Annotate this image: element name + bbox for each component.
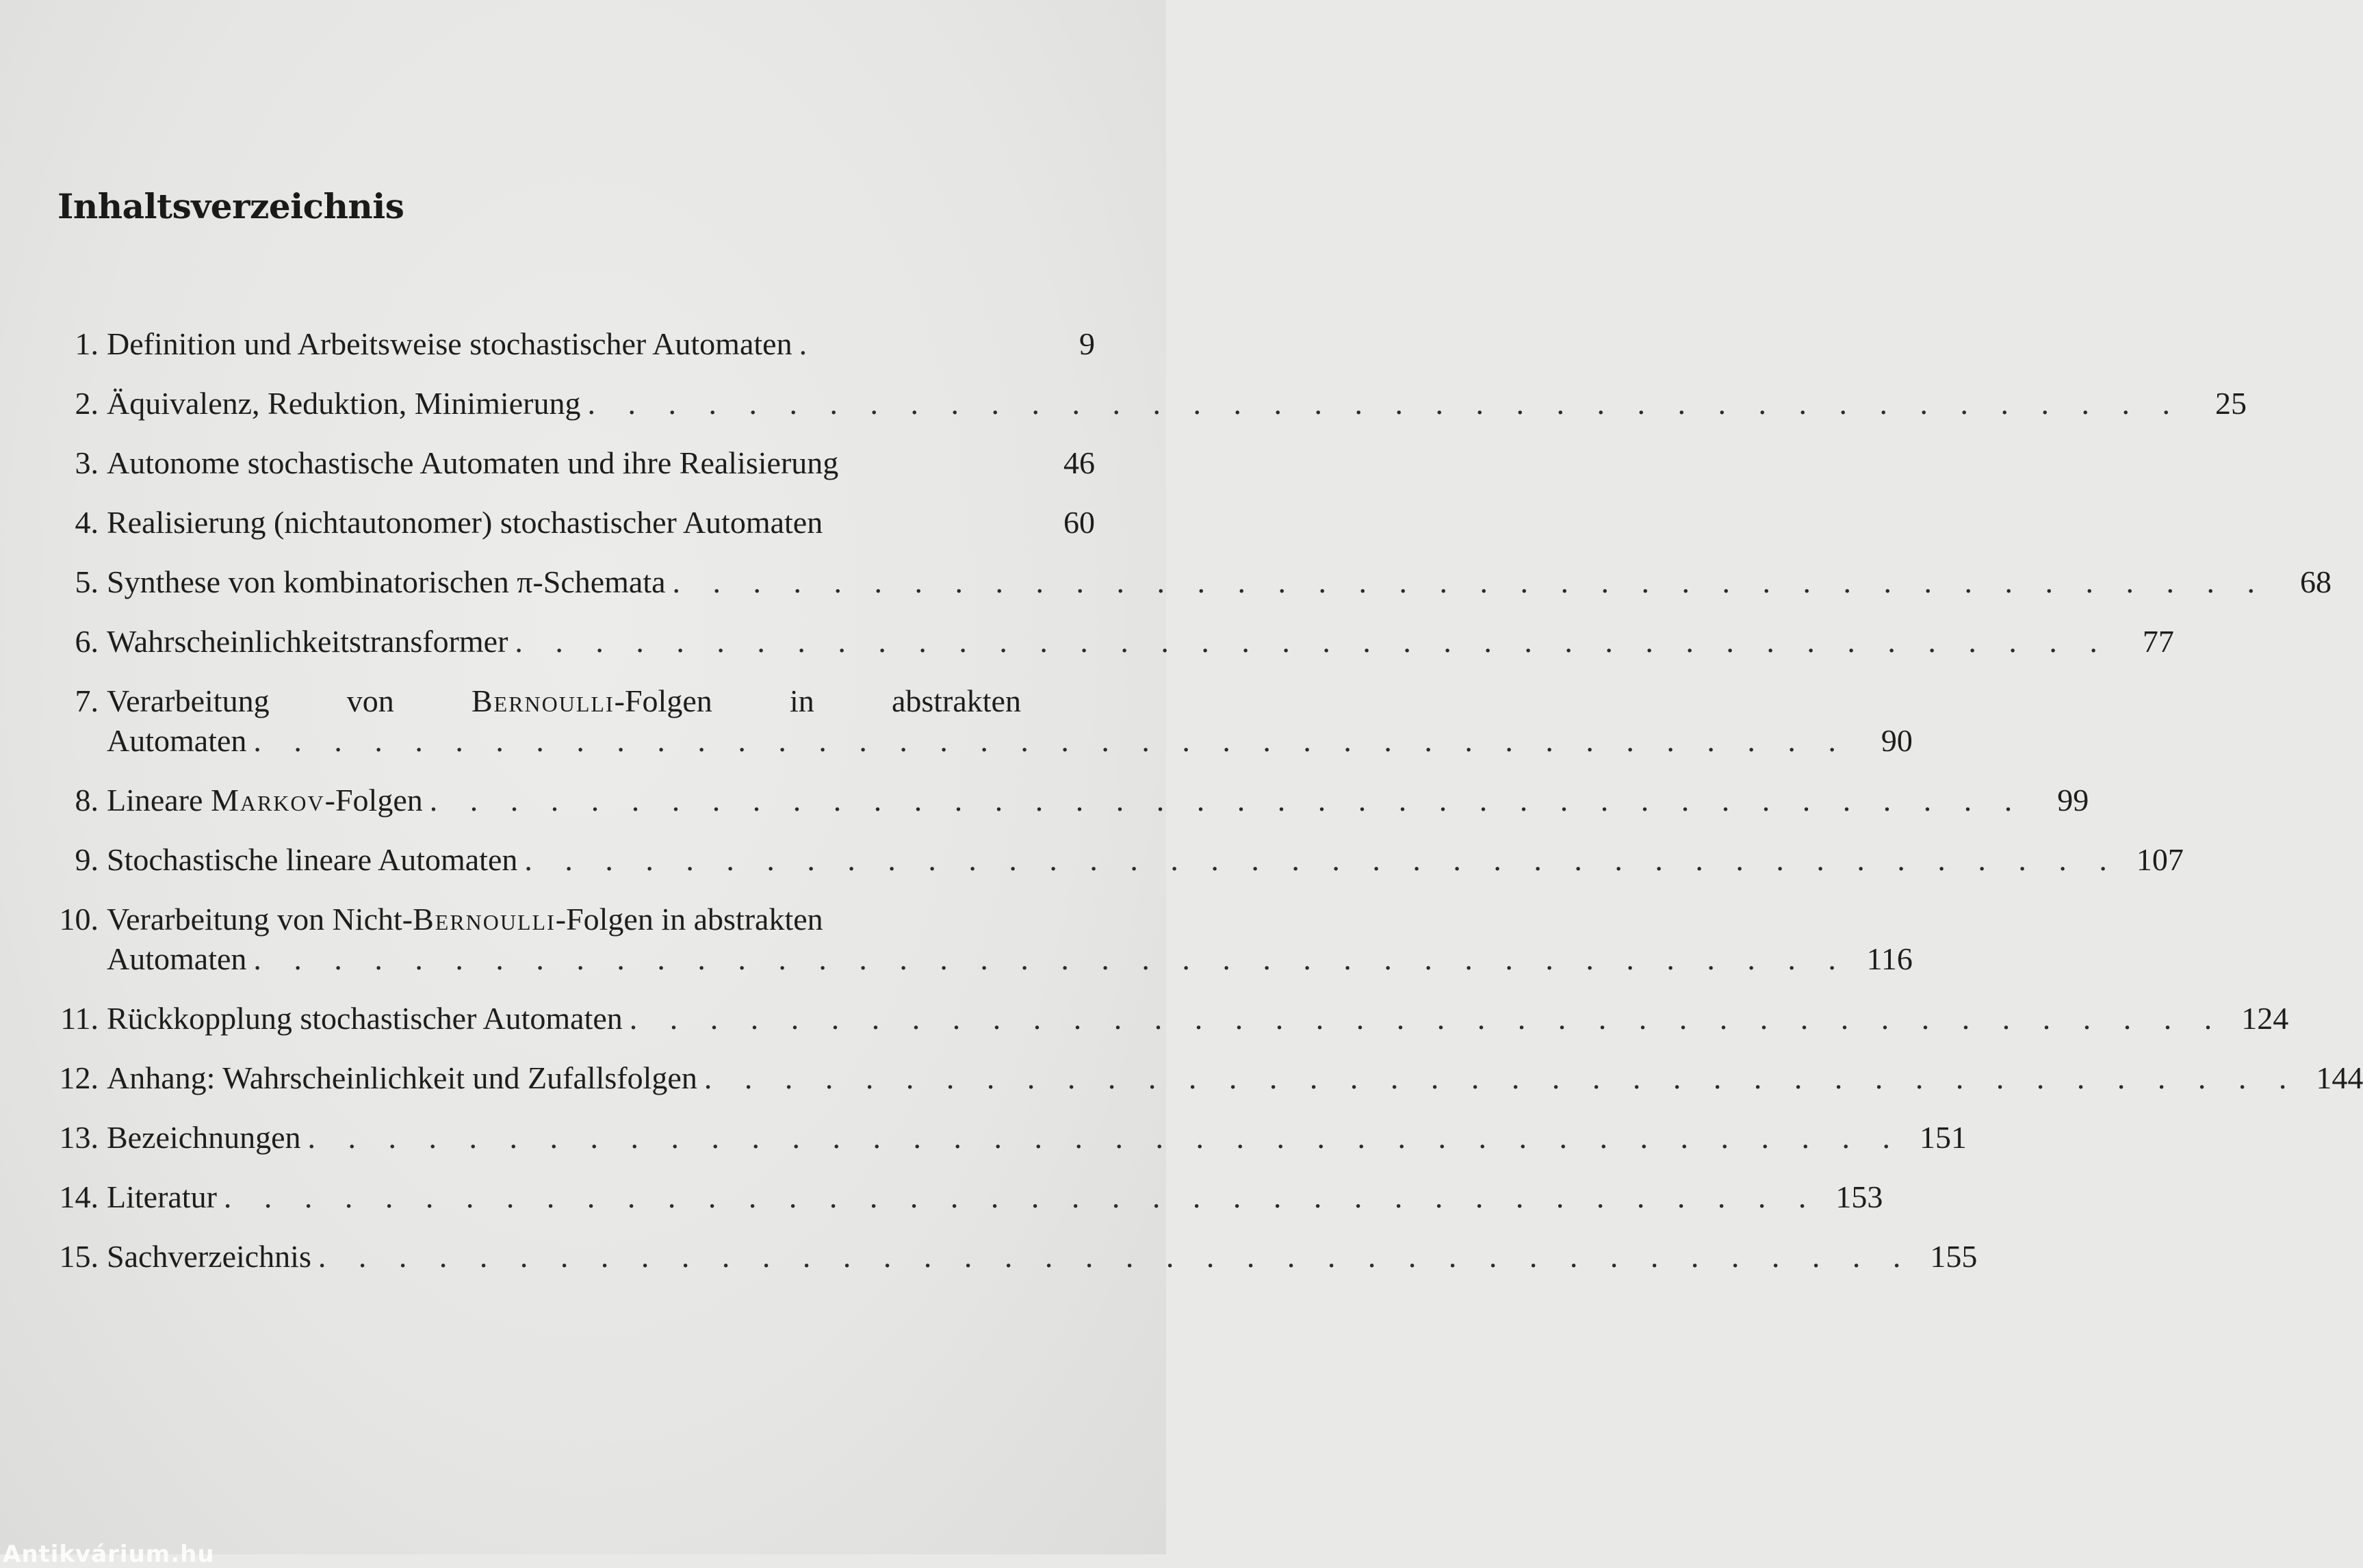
toc-entry-15 — [41, 1237, 1978, 1277]
entry-page: 9 — [1079, 326, 1095, 361]
entry-page: 99 — [2057, 783, 2089, 818]
watermark-text: Antikvárium.hu — [3, 1541, 215, 1568]
entry-title-pre: Lineare — [107, 783, 211, 818]
entry-page: 155 — [1930, 1239, 1978, 1274]
dot-leader: . . . . . . . . . . . . . . . . . . . . . . . . . . . . . . . . . . . . . . . . — [672, 564, 2268, 599]
dot-leader: . . . . . . . . . . . . . . . . . . . . . . . . . . . . . . . . . . . . . . . . — [703, 1060, 2299, 1095]
entry-title-word: in — [789, 683, 814, 718]
entry-page: 68 — [2300, 564, 2332, 599]
watermark-strip — [0, 1537, 260, 1568]
entry-title-word: von — [346, 683, 394, 718]
entry-page: 153 — [1835, 1179, 1883, 1214]
entry-title-line1 — [107, 681, 1021, 721]
entry-number: 5. — [75, 564, 99, 599]
entry-page: 90 — [1881, 723, 1913, 758]
toc-entry-4 — [41, 503, 1095, 543]
entry-title: Anhang: Wahrscheinlichkeit und Zufallsfolgen — [107, 1060, 697, 1095]
entry-page: 46 — [1063, 445, 1095, 480]
entry-title: Autonome stochastische Automaten und ihre Realisierung — [107, 445, 839, 480]
entry-title-post: -Folgen in abstrakten — [555, 902, 823, 937]
entry-page: 144 — [2316, 1060, 2363, 1095]
entry-number: 15. — [59, 1239, 99, 1274]
toc-entry-1 — [41, 324, 1095, 364]
entry-number: 1. — [75, 326, 99, 361]
entry-title-word — [472, 681, 712, 721]
entry-title-word: Bernoulli-Folgen — [471, 683, 712, 718]
toc-entry-11 — [41, 999, 2289, 1038]
entry-title: Sachverzeichnis — [107, 1239, 311, 1274]
entry-title-word: abstrakten — [891, 683, 1021, 718]
entry-page: 116 — [1866, 941, 1913, 976]
toc-entry-3 — [41, 443, 1095, 483]
entry-title-name: Bernoulli — [413, 902, 556, 937]
toc-entry-6 — [41, 622, 2174, 662]
entry-title — [107, 781, 423, 820]
entry-number: 10. — [59, 902, 99, 937]
entry-title-name: Markov — [210, 783, 325, 818]
entry-title-line1 — [107, 900, 1913, 939]
dot-leader: . . . . . . . . . . . . . . . . . . . . . . . . . . . . . . . . . . . . . . . . — [524, 842, 2119, 877]
toc-entry-7 — [41, 681, 1913, 761]
entry-title: Äquivalenz, Reduktion, Minimierung — [107, 386, 581, 421]
entry-page: 25 — [2214, 386, 2247, 421]
dot-leader: . . . . . . . . . . . . . . . . . . . . . . . . . . . . . . . . . . . . . . . . — [318, 1239, 1913, 1274]
entry-number: 13. — [59, 1120, 99, 1155]
dot-leader: . . . . . . . . . . . . . . . . . . . . . . . . . . . . . . . . . . . . . . . . — [429, 783, 2025, 818]
entry-number: 3. — [75, 445, 99, 480]
entry-number: 8. — [75, 783, 99, 818]
entry-number: 6. — [75, 624, 99, 659]
entry-title: Wahrscheinlichkeitstransformer — [107, 624, 508, 659]
entry-number: 9. — [75, 842, 99, 877]
toc-entry-12 — [41, 1058, 2363, 1098]
toc-entry-9 — [41, 840, 2184, 880]
toc-entry-13 — [41, 1118, 1967, 1158]
entry-page: 107 — [2136, 842, 2184, 877]
dot-leader: . . . . . . . . . . . . . . . . . . . . . . . . . . . . . . . . . . . . . . . . — [515, 624, 2110, 659]
entry-title: Stochastische lineare Automaten — [107, 842, 518, 877]
entry-number: 12. — [59, 1060, 99, 1095]
table-of-contents — [41, 324, 2363, 1296]
page-heading: Inhaltsverzeichnis — [57, 186, 404, 226]
dot-leader: . — [799, 326, 820, 361]
dot-leader: . . . . . . . . . . . . . . . . . . . . . . . . . . . . . . . . . . . . . . . . — [587, 386, 2182, 421]
dot-leader: . . . . . . . . . . . . . . . . . . . . . . . . . . . . . . . . . . . . . . . . — [629, 1001, 2225, 1036]
entry-number: 7. — [75, 683, 99, 718]
toc-entry-10 — [41, 900, 1913, 979]
toc-entry-5 — [41, 562, 2332, 602]
toc-entry-2 — [41, 384, 2247, 423]
entry-page: 151 — [1920, 1120, 1967, 1155]
entry-number: 2. — [75, 386, 99, 421]
entry-title-line2: Automaten — [107, 941, 247, 976]
entry-number: 14. — [59, 1179, 99, 1214]
entry-page: 60 — [1063, 505, 1095, 540]
entry-title: Bezeichnungen — [107, 1120, 301, 1155]
toc-entry-14 — [41, 1177, 1883, 1217]
toc-entry-8 — [41, 781, 2089, 820]
entry-page: 77 — [2142, 624, 2174, 659]
entry-title: Definition und Arbeitsweise stochastischer Automaten — [107, 326, 792, 361]
entry-title-pre: Verarbeitung von Nicht- — [107, 902, 413, 937]
entry-title-word: Verarbeitung — [107, 683, 270, 718]
entry-title: Rückkopplung stochastischer Automaten — [107, 1001, 623, 1036]
entry-page: 124 — [2241, 1001, 2289, 1036]
dot-leader: . . . . . . . . . . . . . . . . . . . . . . . . . . . . . . . . . . . . . . . . — [307, 1120, 1903, 1155]
entry-title: Literatur — [107, 1179, 217, 1214]
entry-title: Realisierung (nichtautonomer) stochastischer Automaten — [107, 505, 823, 540]
dot-leader: . . . . . . . . . . . . . . . . . . . . . . . . . . . . . . . . . . . . . . . . — [253, 941, 1848, 976]
entry-title-post: -Folgen — [324, 783, 423, 818]
dot-leader: . . . . . . . . . . . . . . . . . . . . . . . . . . . . . . . . . . . . . . . . — [223, 1179, 1819, 1214]
entry-number: 4. — [75, 505, 99, 540]
entry-title-line2: Automaten — [107, 723, 247, 758]
entry-title: Synthese von kombinatorischen π-Schemata — [107, 564, 666, 599]
entry-number: 11. — [60, 1001, 99, 1036]
dot-leader: . . . . . . . . . . . . . . . . . . . . . . . . . . . . . . . . . . . . . . . . — [253, 723, 1848, 758]
